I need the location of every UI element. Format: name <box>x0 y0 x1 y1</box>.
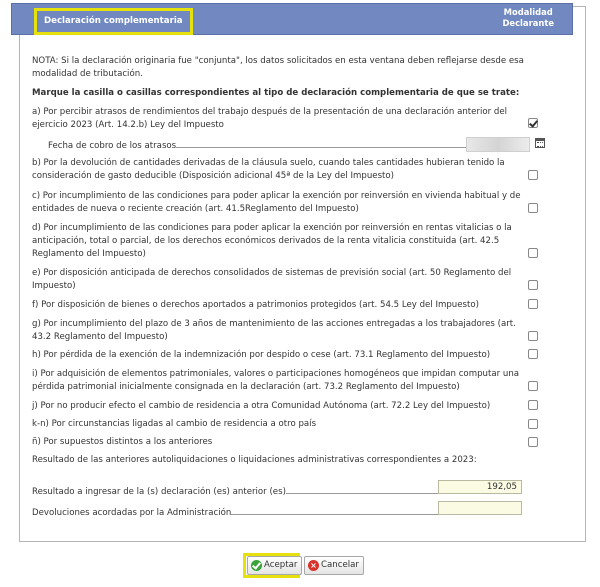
option-h-label: h) Por pérdida de la exención de la indemnización por despido o cese (art. 73.1 Reglamento del Impuesto) <box>32 350 491 360</box>
option-kn-checkbox[interactable] <box>528 419 538 429</box>
cancel-button[interactable]: × Cancelar <box>304 556 364 575</box>
option-b-label: b) Por la devolución de cantidades derivadas de la cláusula suelo, cuando tales cantidades hubieran tenido la consideración de gasto deducible (Disposición adicional 45ª de la Ley del Impuesto) <box>32 158 505 181</box>
option-a-checkbox[interactable] <box>528 118 538 128</box>
check-circle-icon <box>251 560 262 571</box>
option-enie-checkbox[interactable] <box>528 437 538 447</box>
option-e-checkbox[interactable] <box>528 280 538 290</box>
refunds-input[interactable] <box>438 501 522 515</box>
option-b-checkbox[interactable] <box>528 170 538 180</box>
option-e-label: e) Por disposición anticipada de derechos consolidados de sistemas de previsión social (art. 50 Reglamento del Impuesto) <box>32 268 512 291</box>
accept-button[interactable]: Aceptar <box>247 556 302 575</box>
result-amount-input[interactable]: 192,05 <box>438 480 522 494</box>
option-d-checkbox[interactable] <box>528 248 538 258</box>
result-heading: Resultado de las anteriores autoliquidaciones o liquidaciones administrativas correspondientes a 2023: <box>32 455 477 465</box>
option-d-label: d) Por incumplimiento de las condiciones para poder aplicar la exención por reinversión en rentas vitalicias o la anticipación, total o parcial, de los derechos económicos derivados de la renta vitalicia constituida (art. 42.5 Reglamento del Impuesto) <box>32 223 512 259</box>
option-i-checkbox[interactable] <box>528 381 538 391</box>
instruction-text: Marque la casilla o casillas correspondientes al tipo de declaración complementaria de que se trate: <box>32 88 520 98</box>
option-i-label: i) Por adquisición de elementos patrimoniales, valores o participaciones homogéneos que impidan computar una pérdida patrimonial inicialmente consignada en la declaración (art. 73.2 Reglamento del Impuesto) <box>32 369 520 392</box>
close-circle-icon: × <box>308 560 319 571</box>
option-g-checkbox[interactable] <box>528 331 538 341</box>
option-j-checkbox[interactable] <box>528 400 538 410</box>
option-c-label: c) Por incumplimiento de las condiciones para poder aplicar la exención por reinversión en vivienda habitual y de entidades de nueva o reciente creación (art. 41.5Reglamento del Impuesto) <box>32 191 521 214</box>
option-h-checkbox[interactable] <box>528 349 538 359</box>
option-g-label: g) Por incumplimiento del plazo de 3 años de mantenimiento de las acciones entregadas a los trabajadores (art. 43.2 Reglamento del Impuesto) <box>32 319 516 342</box>
option-j-label: j) Por no producir efecto el cambio de residencia a otra Comunidad Autónoma (art. 72.2 Ley del Impuesto) <box>32 401 491 411</box>
dialog-title: Declaración complementaria <box>34 8 193 35</box>
refunds-label: Devoluciones acordadas por la Administración <box>32 506 443 520</box>
modality-label: Modalidad Declarante <box>502 7 554 28</box>
option-enie-label: ñ) Por supuestos distintos a los anteriores <box>32 437 213 447</box>
option-kn-label: k-n) Por circunstancias ligadas al cambio de residencia a otro país <box>32 419 317 429</box>
dialog-header <box>11 3 573 35</box>
arrears-date-input[interactable] <box>466 137 530 152</box>
option-a-label: a) Por percibir atrasos de rendimientos del trabajo después de la presentación de una declaración anterior del ejercicio 2023 (Art. 14.2.b) Ley del Impuesto <box>32 107 508 130</box>
option-c-checkbox[interactable] <box>528 203 538 213</box>
arrears-date-label: Fecha de cobro de los atrasos <box>48 139 466 153</box>
option-f-label: f) Por disposición de bienes o derechos aportados a patrimonios protegidos (art. 54.5 Ley del Impuesto) <box>32 300 479 310</box>
note-text: NOTA: Si la declaración originaria fue "conjunta", los datos solicitados en esta ventana deben reflejarse desde esa modalidad de tributación. <box>32 56 524 79</box>
result-amount-label: Resultado a ingresar de la (s) declaración (es) anterior (es) <box>32 485 446 499</box>
option-f-checkbox[interactable] <box>528 299 538 309</box>
calendar-icon[interactable] <box>535 138 545 148</box>
